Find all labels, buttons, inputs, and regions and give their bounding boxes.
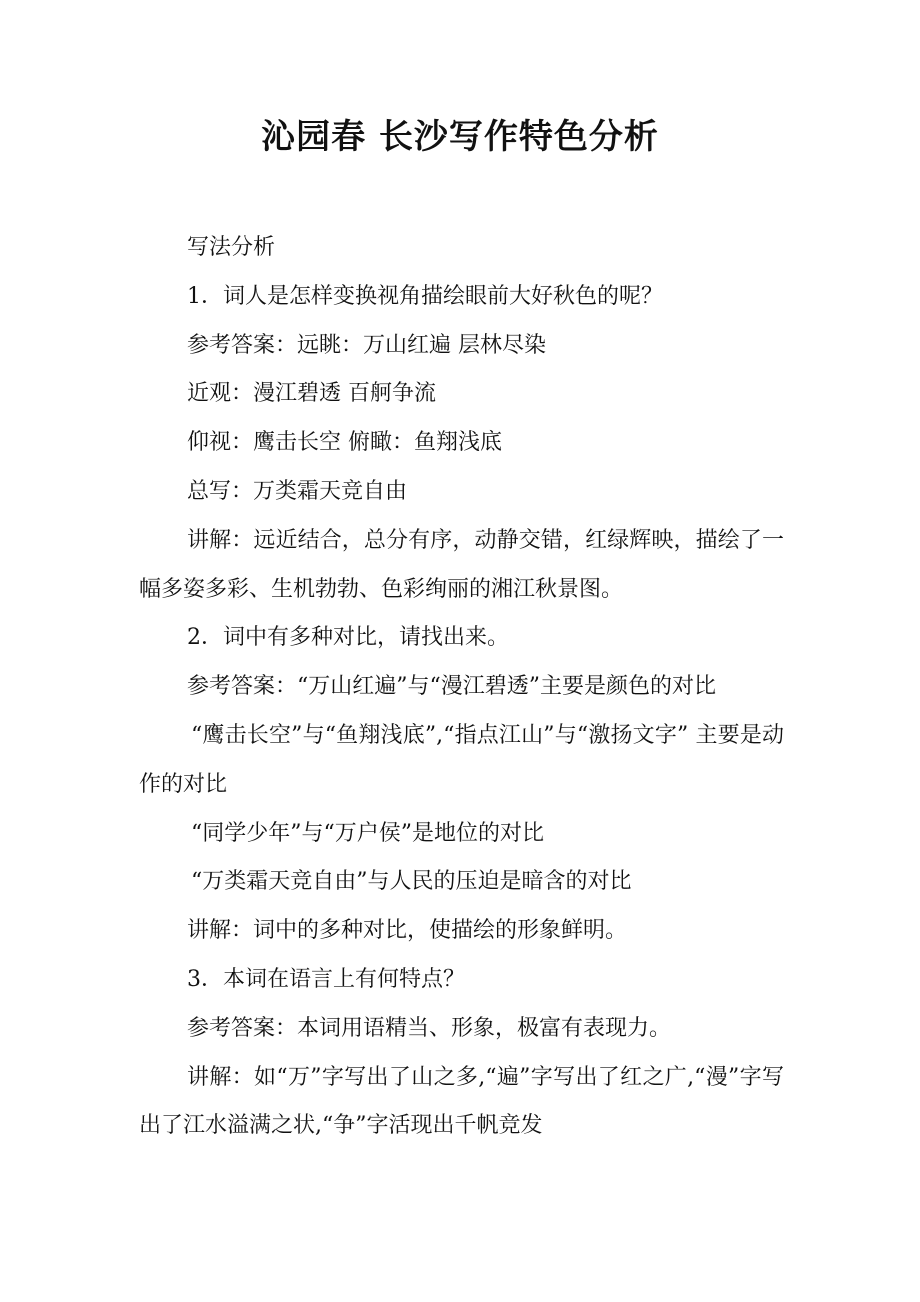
question-1: 1．词人是怎样变换视角描绘眼前大好秋色的呢？ xyxy=(187,283,663,309)
answer-1-line-4: 总写：万类霜天竞自由 xyxy=(187,478,408,504)
document-body xyxy=(139,224,784,1151)
answer-1-line-2: 近观：漫江碧透 百舸争流 xyxy=(187,381,436,407)
answer-3: 参考答案：本词用语精当、形象，极富有表现力。 xyxy=(187,1015,672,1041)
explanation-1: 讲解：远近结合，总分有序，动静交错，红绿辉映，描绘了一幅多姿多彩、生机勃勃、色彩绚丽的湘江秋景图。 xyxy=(139,527,784,602)
question-2: 2．词中有多种对比，请找出来。 xyxy=(187,625,509,651)
answer-2-line-4: “万类霜天竞自由”与人民的压迫是暗含的对比 xyxy=(191,869,632,895)
document-title: 沁园春 长沙写作特色分析 xyxy=(261,117,659,157)
answer-2-line-3: “同学少年”与“万户侯”是地位的对比 xyxy=(191,820,544,846)
explanation-3: 讲解：如“万”字写出了山之多,“遍”字写出了红之广,“漫”字写出了江水溢满之状,“争”字活现出千帆竞发 xyxy=(139,1064,784,1139)
section-heading: 写法分析 xyxy=(187,235,276,260)
answer-2-line-1: 参考答案：“万山红遍”与“漫江碧透”主要是颜色的对比 xyxy=(187,674,716,700)
explanation-2: 讲解：词中的多种对比，使描绘的形象鲜明。 xyxy=(187,918,628,944)
answer-2-line-2: “鹰击长空”与“鱼翔浅底”,“指点江山”与“激扬文字” 主要是动作的对比 xyxy=(139,722,784,797)
question-3: 3．本词在语言上有何特点？ xyxy=(187,966,465,992)
answer-1-line-3: 仰视：鹰击长空 俯瞰：鱼翔浅底 xyxy=(187,430,502,456)
answer-1-line-1: 参考答案：远眺：万山红遍 层林尽染 xyxy=(187,332,546,358)
